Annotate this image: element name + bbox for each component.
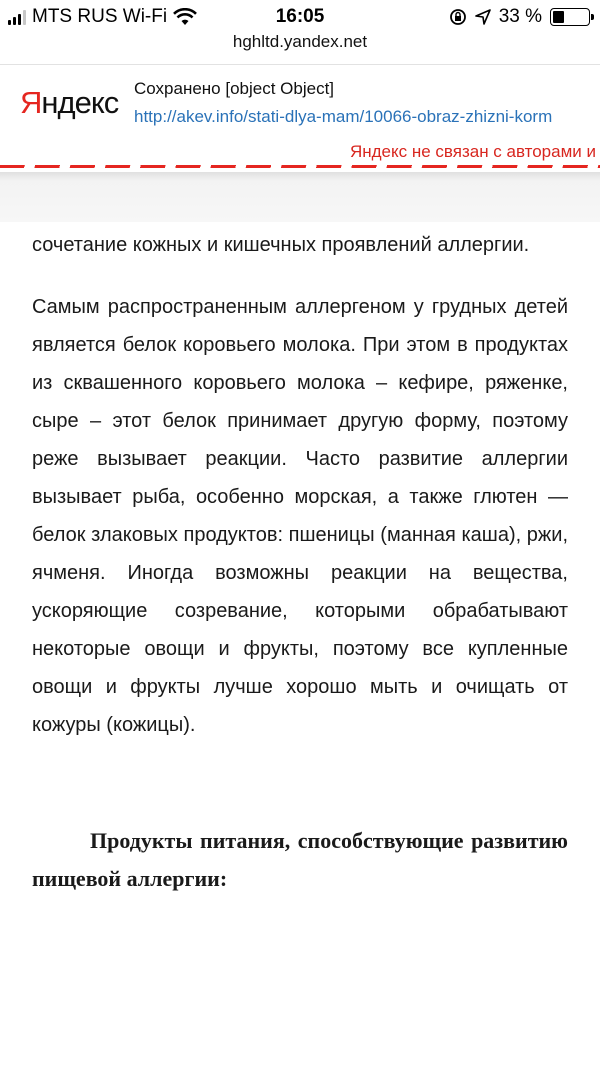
status-time: 16:05 bbox=[275, 6, 325, 27]
article-heading: Продукты питания, способствующие развитию пищевой аллергии: bbox=[32, 828, 568, 891]
status-right bbox=[449, 6, 590, 28]
address-bar[interactable] bbox=[0, 32, 600, 62]
article-paragraph: Самым распространенным аллергеном у грудных детей является белок коровьего молока. При этом в продуктах из сквашенного коровьего молока – кефире, ряженке, сыре – этот белок принимает другую форму, поэтому реже вызывает реакции. Часто развитие аллергии вызывает рыба, особенно морская, а также глютен — белок злаковых продуктов: пшеницы (манная каша), ржи, ячменя. Иногда возможны реакции на вещества, ускоряющие созревание, которыми обрабатывают некоторые овощи и фрукты, поэтому все купленные овощи и фрукты лучше хорошо мыть и очищать от кожуры (кожицы). bbox=[32, 296, 568, 736]
url-domain[interactable]: hghltd.yandex.net bbox=[232, 32, 368, 51]
saved-label: Сохранено [object Object] bbox=[134, 79, 335, 98]
orientation-lock-icon bbox=[449, 8, 467, 26]
yandex-logo[interactable] bbox=[20, 85, 118, 121]
yandex-logo-first-letter: Я bbox=[20, 85, 42, 120]
article-paragraph: сочетание кожных и кишечных проявлений аллергии. bbox=[32, 234, 530, 256]
battery-fill bbox=[553, 11, 564, 23]
battery-percent: 33 % bbox=[498, 6, 542, 27]
article-content bbox=[32, 226, 568, 922]
yandex-cache-header bbox=[0, 64, 600, 168]
header-shadow bbox=[0, 172, 600, 222]
carrier-name: MTS RUS Wi-Fi bbox=[32, 6, 168, 27]
location-arrow-icon bbox=[475, 9, 491, 25]
saved-source-link[interactable]: http://akev.info/stati-dlya-mam/10066-obraz-zhizni-korm bbox=[134, 107, 553, 126]
disclaimer-text: Яндекс не связан с авторами и bbox=[344, 142, 596, 162]
yandex-logo-rest: ндекс bbox=[41, 85, 119, 120]
status-bar bbox=[0, 0, 600, 34]
battery-icon bbox=[550, 8, 590, 26]
warning-stripes bbox=[0, 165, 600, 168]
